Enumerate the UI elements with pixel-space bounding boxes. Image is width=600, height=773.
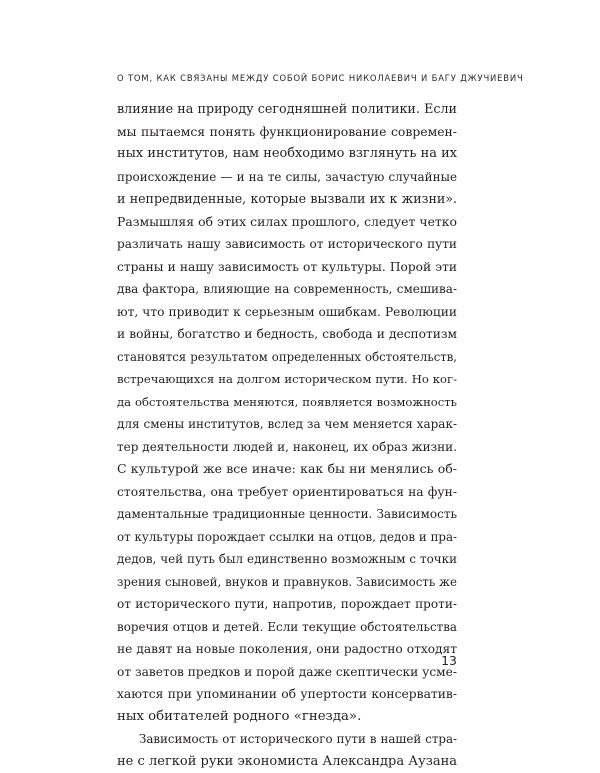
- text-line: страны и нашу зависимость от культуры. Порой эти: [117, 256, 457, 279]
- body-text: [117, 98, 457, 773]
- text-line: Зависимость от исторического пути в нашей стра-: [117, 728, 457, 751]
- text-line: не давят на новые поколения, они радостно отходят: [117, 638, 457, 661]
- text-line: ют, что приводит к серьезным ошибкам. Революции: [117, 301, 457, 324]
- text-line: ных институтов, нам необходимо взглянуть на их: [117, 143, 457, 166]
- text-line: влияние на природу сегодняшней политики. Если: [117, 98, 457, 121]
- text-line: и войны, богатство и бедность, свобода и деспотизм: [117, 323, 457, 346]
- text-line: для смены институтов, вслед за чем меняется харак-: [117, 413, 457, 436]
- text-line: Размышляя об этих силах прошлого, следует четко: [117, 211, 457, 234]
- text-line: мы пытаемся понять функционирование современ-: [117, 121, 457, 144]
- text-line: от заветов предков и порой даже скептически усме-: [117, 661, 457, 684]
- text-line: встречающихся на долгом историческом пути. Но ког-: [117, 368, 457, 391]
- text-line: даментальные традиционные ценности. Зависимость: [117, 503, 457, 526]
- text-line: и непредвиденные, которые вызвали их к жизни».: [117, 188, 457, 211]
- text-line: хаются при упоминании об упертости консерватив-: [117, 683, 457, 706]
- text-line: становятся результатом определенных обстоятельств,: [117, 346, 457, 369]
- paragraph-1: [117, 98, 457, 728]
- text-line: происхождение — и на те силы, зачастую случайные: [117, 166, 457, 189]
- text-line: да обстоятельства меняются, появляется возможность: [117, 391, 457, 414]
- text-line: различать нашу зависимость от исторического пути: [117, 233, 457, 256]
- text-line: не с легкой руки экономиста Александра Аузана: [117, 751, 457, 773]
- text-line: от исторического пути, напротив, порождает проти-: [117, 593, 457, 616]
- page-number: 13: [420, 653, 457, 668]
- text-line: С культурой же все иначе: как бы ни менялись об-: [117, 458, 457, 481]
- text-line: зрения сыновей, внуков и правнуков. Зависимость же: [117, 571, 457, 594]
- text-line: ных обитателей родного «гнезда».: [117, 706, 457, 729]
- text-line: тер деятельности людей и, наконец, их образ жизни.: [117, 436, 457, 459]
- text-line: стоятельства, она требует ориентироваться на фун-: [117, 481, 457, 504]
- paragraph-2: [117, 728, 457, 773]
- text-line: воречия отцов и детей. Если текущие обстоятельства: [117, 616, 457, 639]
- text-line: два фактора, влияющие на современность, смешива-: [117, 278, 457, 301]
- text-line: дедов, чей путь был единственно возможным с точки: [117, 548, 457, 571]
- text-line: от культуры порождает ссылки на отцов, дедов и пра-: [117, 526, 457, 549]
- running-head: О ТОМ, КАК СВЯЗАНЫ МЕЖДУ СОБОЙ БОРИС НИКОЛАЕВИЧ И БАГУ ДЖУЧИЕВИЧ: [117, 73, 457, 83]
